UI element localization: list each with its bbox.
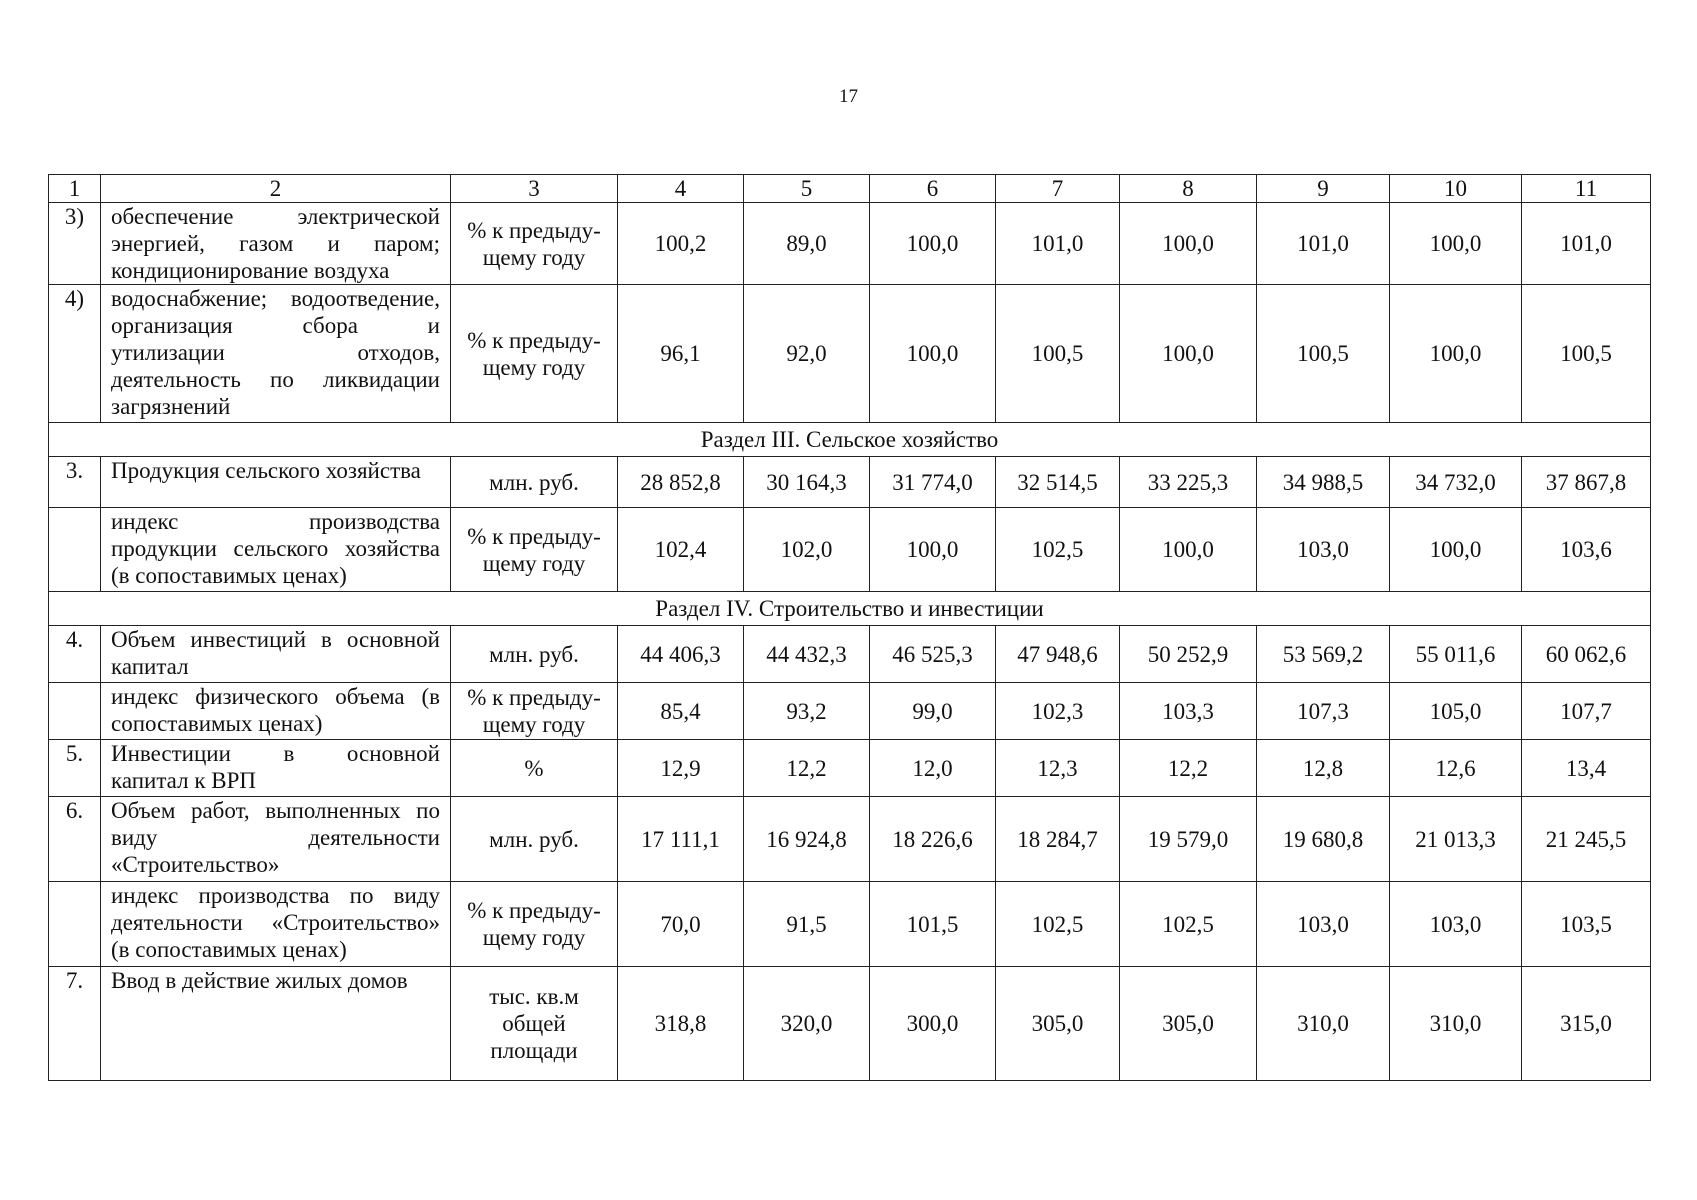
indicator-name-line: Объем работ, выполненных по [111, 798, 440, 823]
value-cell: 305,0 [1120, 967, 1257, 1081]
value-cell: 305,0 [996, 967, 1120, 1081]
indicator-name-line: виду деятельности [111, 825, 440, 850]
column-header-8: 8 [1120, 175, 1257, 203]
unit-line: % [524, 755, 544, 781]
value-cell: 12,3 [996, 740, 1120, 797]
value-cell: 18 226,6 [870, 797, 996, 882]
section-construction-row [49, 592, 1651, 626]
value-cell: 102,5 [1120, 882, 1257, 967]
value-cell: 315,0 [1522, 967, 1651, 1081]
table-row [49, 203, 1651, 285]
row-number: 3) [49, 203, 101, 285]
column-header-4: 4 [618, 175, 744, 203]
value-cell: 44 406,3 [618, 626, 744, 683]
value-cell: 47 948,6 [996, 626, 1120, 683]
indicator-name-line: индекс физического объема (в [111, 684, 440, 709]
row-number: 4. [49, 626, 101, 683]
indicator-name [101, 882, 451, 967]
value-cell: 30 164,3 [744, 457, 870, 508]
indicator-name [101, 508, 451, 592]
forecast-table [48, 174, 1651, 1081]
row-number [49, 882, 101, 967]
indicator-name-line: водоснабжение; водоотведение, [111, 286, 440, 311]
value-cell: 31 774,0 [870, 457, 996, 508]
unit-line: млн. руб. [489, 641, 579, 667]
value-cell: 99,0 [870, 683, 996, 740]
value-cell: 89,0 [744, 203, 870, 285]
value-cell: 12,8 [1257, 740, 1390, 797]
value-cell: 21 245,5 [1522, 797, 1651, 882]
value-cell: 100,0 [1390, 285, 1522, 423]
value-cell: 100,0 [1120, 508, 1257, 592]
unit-of-measure [451, 457, 618, 508]
value-cell: 100,0 [870, 508, 996, 592]
column-header-10: 10 [1390, 175, 1522, 203]
section-agriculture-row [49, 423, 1651, 457]
value-cell: 12,6 [1390, 740, 1522, 797]
unit-of-measure [451, 882, 618, 967]
indicator-name-line: индекс производства [111, 509, 440, 534]
unit-of-measure [451, 740, 618, 797]
unit-line: % к предыду- [467, 327, 601, 353]
unit-line: тыс. кв.м [489, 984, 579, 1009]
value-cell: 12,0 [870, 740, 996, 797]
value-cell: 33 225,3 [1120, 457, 1257, 508]
table-row [49, 797, 1651, 882]
indicator-name-line: энергией, газом и паром; [111, 231, 440, 256]
value-cell: 34 732,0 [1390, 457, 1522, 508]
value-cell: 107,3 [1257, 683, 1390, 740]
value-cell: 310,0 [1257, 967, 1390, 1081]
indicator-name-line: обеспечение электрической [111, 204, 440, 229]
value-cell: 100,0 [1120, 203, 1257, 285]
unit-line: площади [490, 1038, 578, 1063]
table-row [49, 882, 1651, 967]
value-cell: 53 569,2 [1257, 626, 1390, 683]
column-header-5: 5 [744, 175, 870, 203]
indicator-name-line: деятельность по ликвидации [111, 367, 440, 392]
indicator-name-line: индекс производства по виду [111, 883, 440, 908]
column-header-9: 9 [1257, 175, 1390, 203]
table-row [49, 740, 1651, 797]
table-row [49, 508, 1651, 592]
unit-of-measure [451, 626, 618, 683]
value-cell: 318,8 [618, 967, 744, 1081]
row-number [49, 508, 101, 592]
value-cell: 96,1 [618, 285, 744, 423]
column-header-7: 7 [996, 175, 1120, 203]
indicator-name [101, 285, 451, 423]
value-cell: 92,0 [744, 285, 870, 423]
value-cell: 28 852,8 [618, 457, 744, 508]
table-row [49, 683, 1651, 740]
unit-line: щему году [482, 712, 586, 737]
value-cell: 60 062,6 [1522, 626, 1651, 683]
value-cell: 85,4 [618, 683, 744, 740]
unit-line: щему году [482, 354, 586, 380]
row-number: 7. [49, 967, 101, 1081]
value-cell: 101,5 [870, 882, 996, 967]
value-cell: 19 579,0 [1120, 797, 1257, 882]
value-cell: 100,5 [1522, 285, 1651, 423]
unit-line: млн. руб. [489, 469, 579, 495]
unit-of-measure [451, 203, 618, 285]
row-number: 3. [49, 457, 101, 508]
column-header-2: 2 [101, 175, 451, 203]
column-header-11: 11 [1522, 175, 1651, 203]
table-row [49, 285, 1651, 423]
value-cell: 100,0 [1390, 203, 1522, 285]
indicator-name [101, 797, 451, 882]
indicator-name-line: (в сопоставимых ценах) [111, 937, 347, 962]
value-cell: 102,0 [744, 508, 870, 592]
unit-line: % к предыду- [467, 523, 601, 549]
row-number [49, 683, 101, 740]
value-cell: 19 680,8 [1257, 797, 1390, 882]
value-cell: 100,0 [1120, 285, 1257, 423]
indicator-name [101, 457, 451, 508]
value-cell: 102,4 [618, 508, 744, 592]
value-cell: 13,4 [1522, 740, 1651, 797]
value-cell: 103,5 [1522, 882, 1651, 967]
value-cell: 103,0 [1257, 882, 1390, 967]
unit-line: общей [502, 1011, 566, 1036]
value-cell: 103,3 [1120, 683, 1257, 740]
value-cell: 70,0 [618, 882, 744, 967]
value-cell: 102,3 [996, 683, 1120, 740]
unit-line: % к предыду- [467, 217, 601, 243]
unit-line: % к предыду- [467, 898, 601, 923]
value-cell: 55 011,6 [1390, 626, 1522, 683]
value-cell: 34 988,5 [1257, 457, 1390, 508]
unit-line: щему году [482, 925, 586, 950]
table-row [49, 967, 1651, 1081]
value-cell: 93,2 [744, 683, 870, 740]
indicator-name-line: кондиционирование воздуха [111, 258, 390, 283]
unit-line: щему году [482, 550, 586, 576]
indicator-name-line: капитал к ВРП [111, 768, 256, 793]
unit-line: % к предыду- [467, 685, 601, 710]
row-number: 6. [49, 797, 101, 882]
table-row [49, 457, 1651, 508]
indicator-name-line: Объем инвестиций в основной [111, 627, 440, 652]
indicator-name [101, 740, 451, 797]
indicator-name-line: Ввод в действие жилых домов [111, 968, 408, 993]
indicator-name [101, 683, 451, 740]
value-cell: 16 924,8 [744, 797, 870, 882]
value-cell: 100,5 [996, 285, 1120, 423]
indicator-name [101, 626, 451, 683]
value-cell: 44 432,3 [744, 626, 870, 683]
indicator-name-line: «Строительство» [111, 852, 280, 877]
value-cell: 18 284,7 [996, 797, 1120, 882]
page-number: 17 [839, 86, 858, 107]
section-agriculture-title: Раздел III. Сельское хозяйство [49, 423, 1651, 457]
value-cell: 100,5 [1257, 285, 1390, 423]
value-cell: 21 013,3 [1390, 797, 1522, 882]
indicator-name-line: продукции сельского хозяйства [111, 536, 440, 561]
value-cell: 37 867,8 [1522, 457, 1651, 508]
indicator-name-line: сопоставимых ценах) [111, 711, 323, 736]
row-number: 4) [49, 285, 101, 423]
value-cell: 50 252,9 [1120, 626, 1257, 683]
value-cell: 102,5 [996, 508, 1120, 592]
indicator-name-line: организация сбора и [111, 313, 440, 338]
value-cell: 310,0 [1390, 967, 1522, 1081]
value-cell: 17 111,1 [618, 797, 744, 882]
indicator-name-line: Продукция сельского хозяйства [111, 458, 421, 483]
value-cell: 101,0 [1522, 203, 1651, 285]
indicator-name-line: Инвестиции в основной [111, 741, 440, 766]
column-header-1: 1 [49, 175, 101, 203]
value-cell: 101,0 [1257, 203, 1390, 285]
value-cell: 105,0 [1390, 683, 1522, 740]
row-number: 5. [49, 740, 101, 797]
value-cell: 103,6 [1522, 508, 1651, 592]
section-construction-title: Раздел IV. Строительство и инвестиции [49, 592, 1651, 626]
unit-line: млн. руб. [489, 826, 579, 852]
indicator-name [101, 203, 451, 285]
value-cell: 103,0 [1257, 508, 1390, 592]
unit-of-measure [451, 285, 618, 423]
unit-of-measure [451, 683, 618, 740]
unit-of-measure [451, 508, 618, 592]
value-cell: 91,5 [744, 882, 870, 967]
value-cell: 101,0 [996, 203, 1120, 285]
indicator-name [101, 967, 451, 1081]
indicator-name-line: (в сопоставимых ценах) [111, 563, 347, 588]
value-cell: 32 514,5 [996, 457, 1120, 508]
value-cell: 12,9 [618, 740, 744, 797]
value-cell: 102,5 [996, 882, 1120, 967]
value-cell: 12,2 [1120, 740, 1257, 797]
value-cell: 100,2 [618, 203, 744, 285]
value-cell: 300,0 [870, 967, 996, 1081]
value-cell: 320,0 [744, 967, 870, 1081]
table-header-row [49, 175, 1651, 203]
value-cell: 100,0 [1390, 508, 1522, 592]
value-cell: 100,0 [870, 203, 996, 285]
column-header-6: 6 [870, 175, 996, 203]
value-cell: 12,2 [744, 740, 870, 797]
table-row [49, 626, 1651, 683]
indicator-name-line: загрязнений [111, 394, 231, 419]
value-cell: 100,0 [870, 285, 996, 423]
column-header-3: 3 [451, 175, 618, 203]
indicator-name-line: деятельности «Строительство» [111, 910, 440, 935]
value-cell: 103,0 [1390, 882, 1522, 967]
unit-of-measure [451, 797, 618, 882]
indicator-name-line: утилизации отходов, [111, 340, 440, 365]
unit-of-measure [451, 967, 618, 1081]
value-cell: 107,7 [1522, 683, 1651, 740]
value-cell: 46 525,3 [870, 626, 996, 683]
indicator-name-line: капитал [111, 654, 189, 679]
unit-line: щему году [482, 244, 586, 270]
